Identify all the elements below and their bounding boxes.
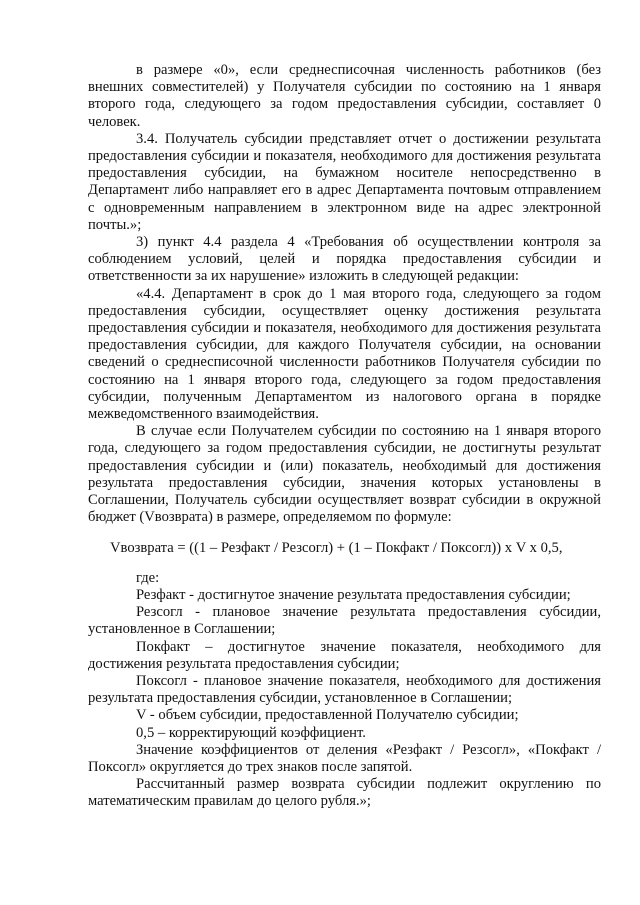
definition-rezsogl: Резсогл - плановое значение результата предоставления субсидии, установленное в Соглашении; — [88, 604, 601, 638]
definition-v: V - объем субсидии, предоставленной Получателю субсидии; — [136, 707, 519, 724]
definition-rezfakt: Резфакт - достигнутое значение результата предоставления субсидии; — [136, 586, 571, 603]
definition-pokfakt: Покфакт – достигнутое значение показателя, необходимого для достижения результата предоставления субсидии; — [88, 638, 601, 672]
paragraph-size-zero: в размере «0», если среднесписочная численность работников (без внешних совместителей) у Получателя субсидии по состоянию на 1 января второго года, следующего за годом предоставления субсидии, составляет 0 человек. — [88, 62, 601, 130]
definition-coefficient: 0,5 – корректирующий коэффициент. — [136, 724, 366, 741]
refund-formula: Vвозврата = ((1 – Резфакт / Резсогл) + (1 – Покфакт / Поксогл)) х V х 0,5, — [110, 540, 563, 557]
paragraph-3-4-report: 3.4. Получатель субсидии представляет отчет о достижении результата предоставления субсидии и показателя, необходимого для достижения результата предоставления субсидии, на бумажном носителе непосредственно в Департамент либо направляет его в адрес Департамента почтовым отправлением с одновременным направлением в электронном виде на адрес электронной почты.»; — [88, 130, 601, 233]
paragraph-refund-case: В случае если Получателем субсидии по состоянию на 1 января второго года, следующего за годом предоставления субсидии, не достигнуты результат предоставления субсидии и (или) показатель, необходимый для достижения результата предоставления субсидии, значения которых установлены в Соглашении, Получатель субсидии осуществляет возврат субсидии в окружной бюджет (Vвозврата) в размере, определяемом по формуле: — [88, 423, 601, 526]
paragraph-rounding-coefficients: Значение коэффициентов от деления «Резфакт / Резсогл», «Покфакт / Поксогл» округляется до трех знаков после запятой. — [88, 741, 601, 775]
paragraph-4-4-assessment: «4.4. Департамент в срок до 1 мая второго года, следующего за годом предоставления субсидии, осуществляет оценку достижения результата предоставления субсидии и показателя, необходимого для достижения результата предоставления субсидии, для каждого Получателя субсидии, на основании сведений о среднесписочной численности работников Получателя субсидии по состоянию на 1 января второго года, следующего за годом предоставления субсидии, полученным Департаментом из налогового органа в порядке межведомственного взаимодействия. — [88, 285, 601, 423]
paragraph-item-3: 3) пункт 4.4 раздела 4 «Требования об осуществлении контроля за соблюдением условий, целей и порядка предоставления субсидии и ответственности за их нарушение» изложить в следующей редакции: — [88, 234, 601, 285]
paragraph-rounding-refund: Рассчитанный размер возврата субсидии подлежит округлению по математическим правилам до целого рубля.»; — [88, 776, 601, 810]
definition-where: где: — [136, 569, 160, 586]
definition-poksogl: Поксогл - плановое значение показателя, необходимого для достижения результата предоставления субсидии, установленное в Соглашении; — [88, 672, 601, 707]
document-page — [88, 62, 601, 811]
